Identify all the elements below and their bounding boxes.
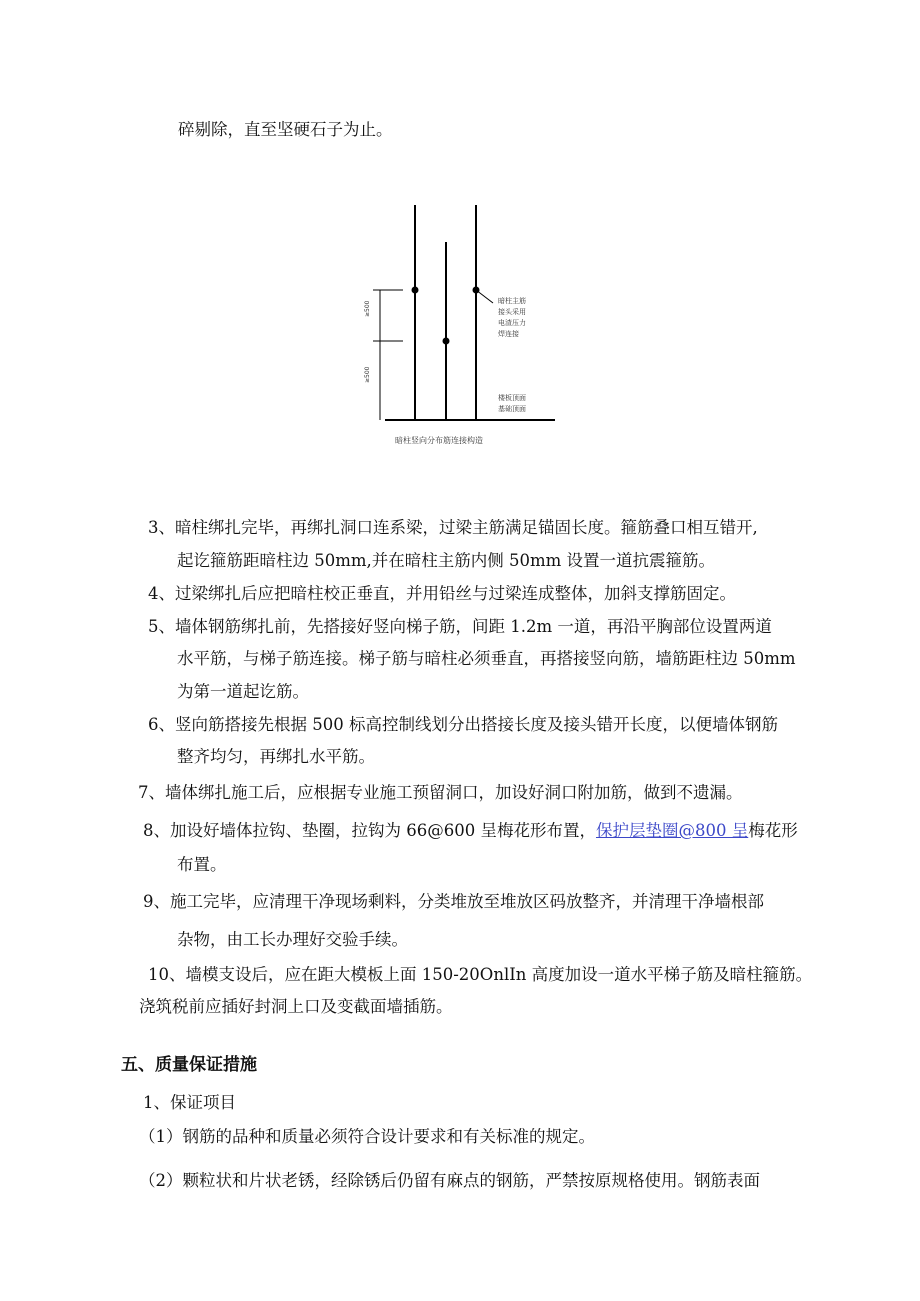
list-item: 5、墙体钢筋绑扎前，先搭接好竖向梯子筋，间距 1.2m 一道，再沿平胸部位设置两道 [148, 617, 772, 636]
joint-dot-middle [443, 338, 450, 345]
list-item: 为第一道起讫筋。 [177, 682, 309, 701]
list-item [143, 820, 798, 842]
protective-layer-link[interactable]: 保护层垫圈@800 呈 [595, 821, 749, 840]
list-item: 9、施工完毕，应清理干净现场剩料，分类堆放至堆放区码放整齐，并清理干净墙根部 [143, 892, 764, 911]
list-item: 杂物，由工长办理好交验手续。 [177, 930, 408, 949]
list-item: 布置。 [177, 855, 227, 874]
list-item-text: 8、加设好墙体拉钩、垫圈，拉钩为 66@600 呈梅花形布置， [143, 821, 596, 840]
joint-dot-left [412, 287, 419, 294]
annotation-label: 焊连接 [498, 330, 519, 338]
rebar-connection-diagram [355, 195, 585, 460]
subsection-title: 1、保证项目 [143, 1093, 236, 1112]
paragraph: （2）颗粒状和片状老锈，经除锈后仍留有麻点的钢筋，严禁按原规格使用。钢筋表面 [139, 1171, 760, 1190]
list-item: 浇筑税前应插好封洞上口及变截面墙插筋。 [139, 997, 453, 1016]
leader-line [476, 290, 493, 303]
list-item: 3、暗柱绑扎完毕，再绑扎洞口连系梁，过梁主筋满足锚固长度。箍筋叠口相互错开, [148, 518, 758, 537]
list-item: 整齐均匀，再绑扎水平筋。 [177, 747, 375, 766]
dimension-lower-label: ≥500 [364, 366, 371, 383]
list-item-text: 梅花形 [748, 821, 798, 840]
figure-caption: 暗柱竖向分布筋连接构造 [395, 436, 483, 445]
dimension-upper-label: ≥500 [364, 300, 371, 317]
paragraph: （1）钢筋的品种和质量必须符合设计要求和有关标准的规定。 [139, 1127, 595, 1146]
list-item: 6、竖向筋搭接先根据 500 标高控制线划分出搭接长度及接头错开长度，以便墙体钢筋 [148, 715, 778, 734]
annotation-label: 基础顶面 [498, 405, 526, 413]
list-item: 水平筋，与梯子筋连接。梯子筋与暗柱必须垂直，再搭接竖向筋，墙筋距柱边 50mm [177, 649, 796, 668]
annotation-label: 接头采用 [498, 308, 526, 316]
text-line: 碎剔除，直至坚硬石子为止。 [178, 120, 393, 139]
list-item: 4、过梁绑扎后应把暗柱校正垂直，并用铅丝与过梁连成整体，加斜支撑筋固定。 [148, 584, 736, 603]
annotation-label: 楼板顶面 [498, 394, 526, 402]
list-item: 10、墙模支设后，应在距大模板上面 150-20OnlIn 高度加设一道水平梯子筋及暗柱箍筋。 [148, 965, 813, 984]
list-item: 7、墙体绑扎施工后，应根据专业施工预留洞口，加设好洞口附加筋，做到不遗漏。 [138, 783, 743, 802]
list-item: 起讫箍筋距暗柱边 50mm,并在暗柱主筋内侧 50mm 设置一道抗震箍筋。 [177, 551, 716, 570]
annotation-label: 电渣压力 [498, 319, 526, 327]
annotation-label: 暗柱主筋 [498, 297, 526, 305]
section-heading: 五、质量保证措施 [121, 1055, 257, 1075]
